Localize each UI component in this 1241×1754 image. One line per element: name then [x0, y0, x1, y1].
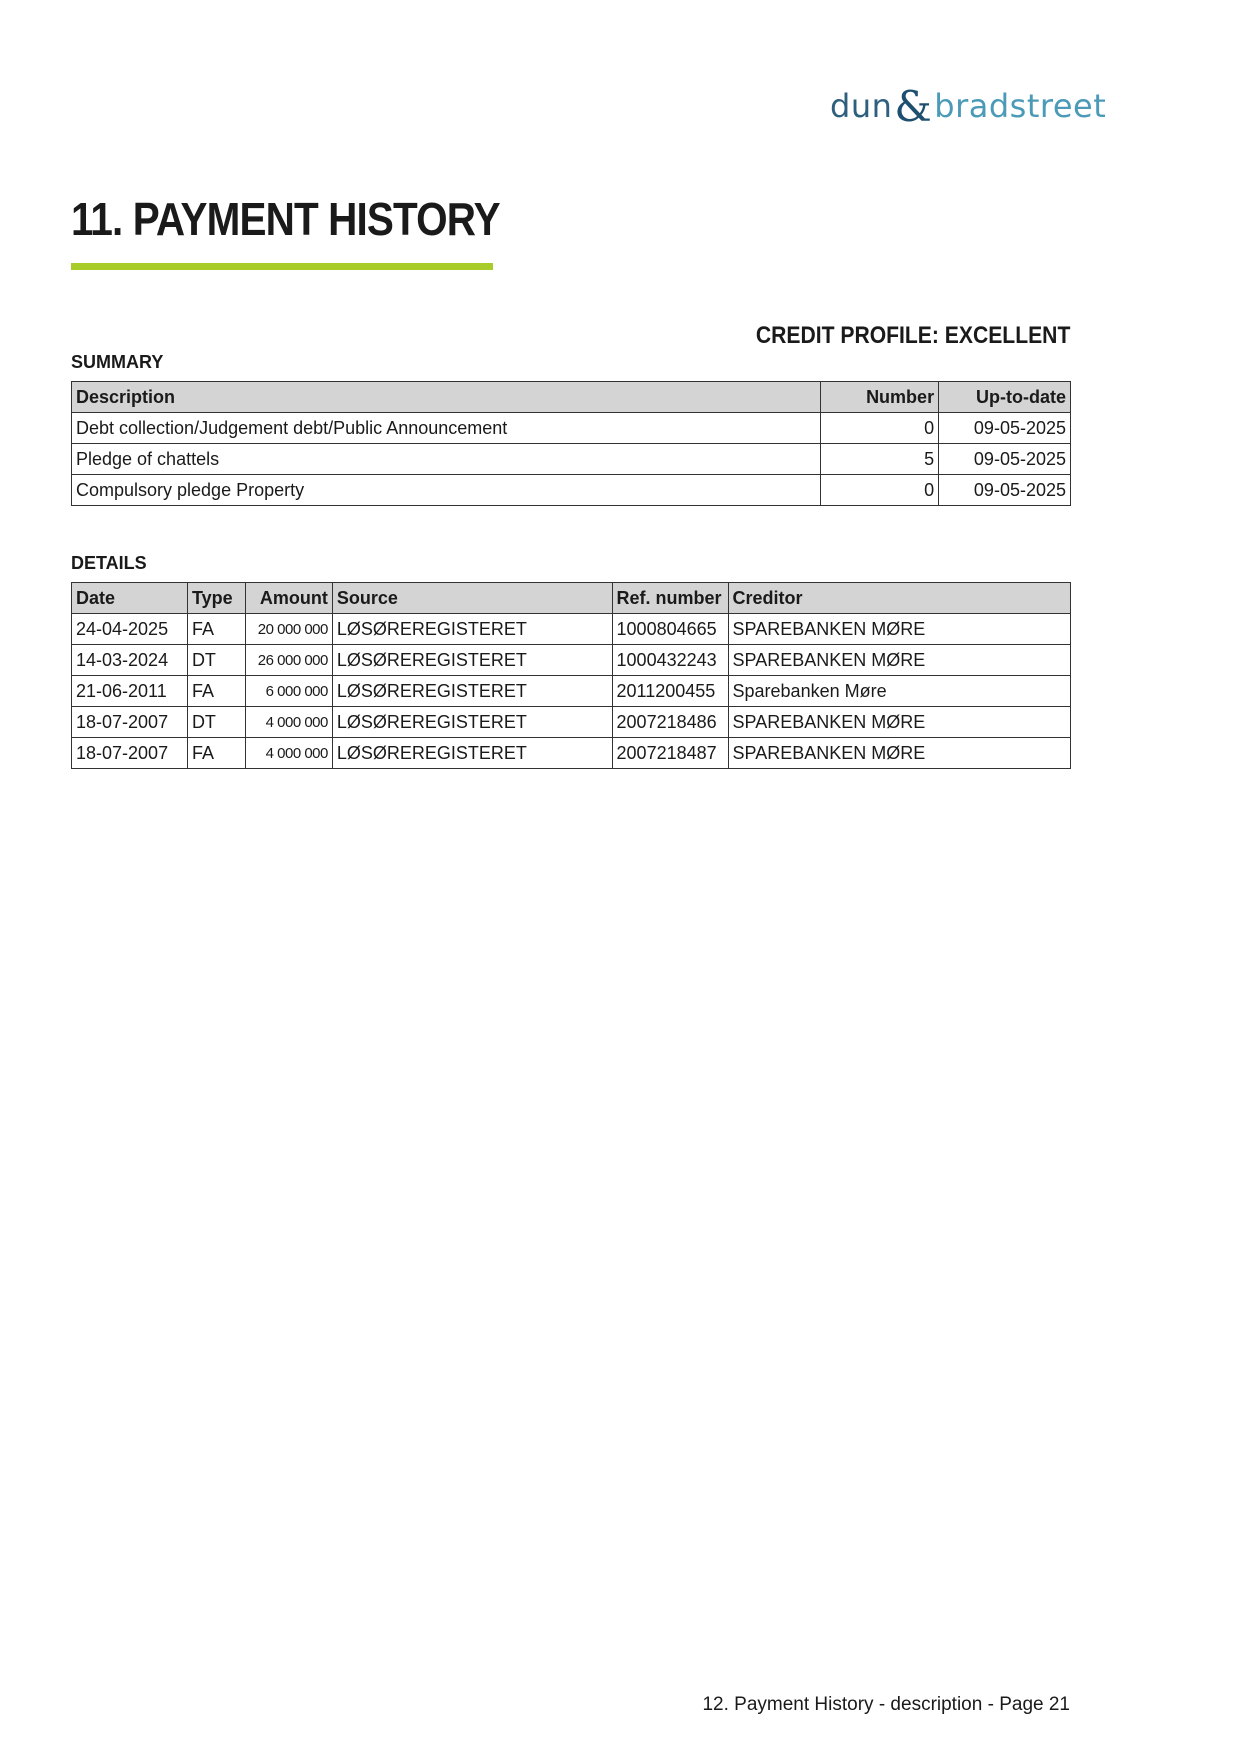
summary-label: SUMMARY [71, 352, 164, 372]
page-title: 11. PAYMENT HISTORY [71, 193, 500, 245]
table-row [72, 614, 1071, 645]
details-type: FA [187, 738, 245, 769]
details-source: LØSØREREGISTERET [332, 707, 612, 738]
page-footer: 12. Payment History - description - Page 21 [702, 1694, 1070, 1715]
details-date: 21-06-2011 [72, 676, 188, 707]
details-date: 14-03-2024 [72, 645, 188, 676]
credit-profile-heading: CREDIT PROFILE: EXCELLENT [755, 322, 1070, 349]
details-header-creditor: Creditor [728, 583, 1070, 614]
summary-description: Compulsory pledge Property [72, 475, 821, 506]
details-date: 24-04-2025 [72, 614, 188, 645]
table-row [72, 676, 1071, 707]
summary-header-up-to-date: Up-to-date [939, 382, 1071, 413]
details-source: LØSØREREGISTERET [332, 645, 612, 676]
summary-header-description: Description [72, 382, 821, 413]
dun-bradstreet-logo [830, 78, 1107, 131]
details-date: 18-07-2007 [72, 738, 188, 769]
details-header-date: Date [72, 583, 188, 614]
summary-description: Pledge of chattels [72, 444, 821, 475]
summary-up-to-date: 09-05-2025 [939, 413, 1071, 444]
details-amount: 26 000 000 [245, 645, 332, 676]
summary-up-to-date: 09-05-2025 [939, 475, 1071, 506]
details-table [71, 582, 1071, 769]
summary-up-to-date: 09-05-2025 [939, 444, 1071, 475]
details-ref-number: 2007218486 [612, 707, 728, 738]
details-source: LØSØREREGISTERET [332, 738, 612, 769]
table-row [72, 707, 1071, 738]
details-date: 18-07-2007 [72, 707, 188, 738]
details-type: DT [187, 645, 245, 676]
details-header-row [72, 583, 1071, 614]
details-ref-number: 2007218487 [612, 738, 728, 769]
details-header-amount: Amount [245, 583, 332, 614]
details-label: DETAILS [71, 553, 147, 573]
details-creditor: SPAREBANKEN MØRE [728, 614, 1070, 645]
details-amount: 20 000 000 [245, 614, 332, 645]
details-header-type: Type [187, 583, 245, 614]
table-row [72, 475, 1071, 506]
table-row [72, 738, 1071, 769]
summary-description: Debt collection/Judgement debt/Public Announcement [72, 413, 821, 444]
table-row [72, 645, 1071, 676]
details-amount: 4 000 000 [245, 738, 332, 769]
summary-number: 0 [821, 413, 939, 444]
table-row [72, 413, 1071, 444]
details-header-ref-number: Ref. number [612, 583, 728, 614]
summary-table [71, 381, 1071, 506]
logo-text-bradstreet: bradstreet [934, 87, 1107, 125]
title-underline [71, 263, 493, 270]
table-row [72, 444, 1071, 475]
summary-header-number: Number [821, 382, 939, 413]
details-ref-number: 1000432243 [612, 645, 728, 676]
summary-number: 0 [821, 475, 939, 506]
details-creditor: Sparebanken Møre [728, 676, 1070, 707]
details-type: FA [187, 676, 245, 707]
details-type: DT [187, 707, 245, 738]
details-creditor: SPAREBANKEN MØRE [728, 738, 1070, 769]
details-amount: 6 000 000 [245, 676, 332, 707]
details-creditor: SPAREBANKEN MØRE [728, 707, 1070, 738]
logo-text-dun: dun [830, 87, 893, 125]
summary-header-row [72, 382, 1071, 413]
logo-ampersand: & [894, 82, 933, 131]
details-type: FA [187, 614, 245, 645]
details-ref-number: 2011200455 [612, 676, 728, 707]
details-creditor: SPAREBANKEN MØRE [728, 645, 1070, 676]
details-source: LØSØREREGISTERET [332, 614, 612, 645]
details-amount: 4 000 000 [245, 707, 332, 738]
details-source: LØSØREREGISTERET [332, 676, 612, 707]
details-ref-number: 1000804665 [612, 614, 728, 645]
summary-number: 5 [821, 444, 939, 475]
details-header-source: Source [332, 583, 612, 614]
